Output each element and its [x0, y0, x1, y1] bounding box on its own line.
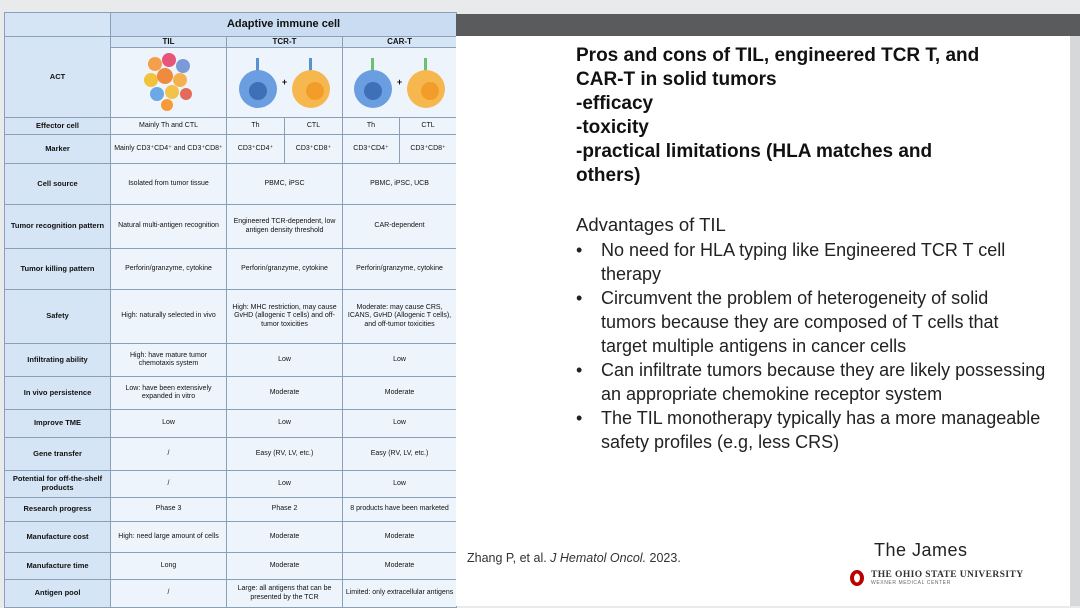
slide-content — [456, 36, 1070, 606]
heading-line: Pros and cons of TIL, engineered TCR T, and — [576, 45, 980, 66]
col-header-cart: CAR-T — [343, 37, 457, 48]
row-label-cost: Manufacture cost — [5, 522, 111, 553]
heading-line: -practical limitations (HLA matches and — [576, 141, 933, 162]
row-label-act: ACT — [5, 37, 111, 118]
row-label-infiltrating: Infiltrating ability — [5, 344, 111, 377]
bullet-text: No need for HLA typing like Engineered TCR T cell therapy — [601, 240, 1006, 284]
recognition-cart: CAR-dependent — [343, 205, 457, 249]
cart-cell-illustration — [343, 48, 457, 118]
tcr-ctl-cell-icon — [289, 56, 333, 110]
recognition-til: Natural multi-antigen recognition — [111, 205, 227, 249]
heading-line: others) — [576, 165, 641, 186]
time-til: Long — [111, 553, 227, 580]
row-label-gene: Gene transfer — [5, 438, 111, 471]
tme-til: Low — [111, 410, 227, 438]
offshelf-cart: Low — [343, 471, 457, 498]
row-label-tme: Improve TME — [5, 410, 111, 438]
effector-tcr-th: Th — [227, 118, 285, 135]
infiltrating-til: High: have mature tumor chemotaxis system — [111, 344, 227, 377]
marker-til: Mainly CD3⁺CD4⁺ and CD3⁺CD8⁺ — [111, 135, 227, 164]
killing-til: Perforin/granzyme, cytokine — [111, 249, 227, 290]
tcr-th-cell-icon — [236, 56, 280, 110]
col-header-til: TIL — [111, 37, 227, 48]
osu-logo-text — [871, 570, 1023, 586]
infiltrating-cart: Low — [343, 344, 457, 377]
source-tcrt: PBMC, iPSC — [227, 164, 343, 205]
cost-cart: Moderate — [343, 522, 457, 553]
bullet-icon: • — [576, 288, 583, 308]
time-tcrt: Moderate — [227, 553, 343, 580]
comparison-table-panel — [4, 12, 456, 606]
heading-line: -toxicity — [576, 117, 649, 138]
row-label-safety: Safety — [5, 290, 111, 344]
row-label-killing: Tumor killing pattern — [5, 249, 111, 290]
col-header-tcrt: TCR-T — [227, 37, 343, 48]
bullet-text: Circumvent the problem of heterogeneity of solid tumors because they are composed of T cells that target multiple antigens in cancer cells — [601, 288, 999, 356]
gene-til: / — [111, 438, 227, 471]
car-ctl-cell-icon — [404, 56, 448, 110]
list-item — [576, 286, 1046, 358]
row-label-recognition: Tumor recognition pattern — [5, 205, 111, 249]
citation — [467, 551, 681, 565]
comparison-table — [4, 12, 457, 608]
offshelf-til: / — [111, 471, 227, 498]
safety-til: High: naturally selected in vivo — [111, 290, 227, 344]
effector-car-ctl: CTL — [400, 118, 457, 135]
window-right-edge — [1070, 36, 1080, 606]
row-label-time: Manufacture time — [5, 553, 111, 580]
killing-tcrt: Perforin/granzyme, cytokine — [227, 249, 343, 290]
marker-car-ctl: CD3⁺CD8⁺ — [400, 135, 457, 164]
antigen-tcrt: Large: all antigens that can be presented by the TCR — [227, 580, 343, 608]
advantages-list — [576, 238, 1046, 454]
killing-cart: Perforin/granzyme, cytokine — [343, 249, 457, 290]
row-label-offshelf: Potential for off-the-shelf products — [5, 471, 111, 498]
osu-university-name: THE OHIO STATE UNIVERSITY — [871, 570, 1024, 580]
tcrt-cell-illustration — [227, 48, 343, 118]
effector-tcr-ctl: CTL — [285, 118, 343, 135]
progress-tcrt: Phase 2 — [227, 498, 343, 522]
advantages-title: Advantages of TIL — [576, 214, 726, 235]
effector-car-th: Th — [343, 118, 400, 135]
persistence-cart: Moderate — [343, 377, 457, 410]
heading-line: -efficacy — [576, 93, 654, 114]
citation-authors: Zhang P, et al. — [467, 551, 551, 565]
marker-car-th: CD3⁺CD4⁺ — [343, 135, 400, 164]
antigen-til: / — [111, 580, 227, 608]
slide-heading — [576, 44, 1046, 188]
effector-til: Mainly Th and CTL — [111, 118, 227, 135]
til-cell-illustration — [111, 48, 227, 118]
til-cluster-icon — [139, 50, 199, 112]
antigen-cart: Limited: only extracellular antigens — [343, 580, 457, 608]
safety-cart: Moderate: may cause CRS, ICANS, GvHD (Allogenic T cells), and off-tumor toxicities — [343, 290, 457, 344]
marker-tcr-ctl: CD3⁺CD8⁺ — [285, 135, 343, 164]
osu-logo — [849, 569, 1023, 587]
bullet-icon: • — [576, 240, 583, 260]
persistence-til: Low: have been extensively expanded in vitro — [111, 377, 227, 410]
heading-line: CAR-T in solid tumors — [576, 69, 777, 90]
time-cart: Moderate — [343, 553, 457, 580]
bullet-icon: • — [576, 408, 583, 428]
plus-icon: + — [281, 77, 288, 88]
source-cart: PBMC, iPSC, UCB — [343, 164, 457, 205]
row-label-antigen: Antigen pool — [5, 580, 111, 608]
bullet-text: The TIL monotherapy typically has a more manageable safety profiles (e.g, less CRS) — [601, 408, 1041, 452]
offshelf-tcrt: Low — [227, 471, 343, 498]
citation-journal: J Hematol Oncol. — [550, 551, 647, 565]
source-til: Isolated from tumor tissue — [111, 164, 227, 205]
citation-year: 2023. — [646, 551, 681, 565]
gene-tcrt: Easy (RV, LV, etc.) — [227, 438, 343, 471]
progress-til: Phase 3 — [111, 498, 227, 522]
tme-cart: Low — [343, 410, 457, 438]
infiltrating-tcrt: Low — [227, 344, 343, 377]
gene-cart: Easy (RV, LV, etc.) — [343, 438, 457, 471]
cost-tcrt: Moderate — [227, 522, 343, 553]
recognition-tcrt: Engineered TCR-dependent, low antigen density threshold — [227, 205, 343, 249]
row-label-marker: Marker — [5, 135, 111, 164]
car-th-cell-icon — [351, 56, 395, 110]
tme-tcrt: Low — [227, 410, 343, 438]
progress-cart: 8 products have been marketed — [343, 498, 457, 522]
osu-center-name: WEXNER MEDICAL CENTER — [871, 580, 951, 586]
bullet-text: Can infiltrate tumors because they are likely possessing an appropriate chemokine receptor system — [601, 360, 1046, 404]
table-title: Adaptive immune cell — [111, 13, 457, 37]
row-label-effector: Effector cell — [5, 118, 111, 135]
row-label-progress: Research progress — [5, 498, 111, 522]
james-logo-title: The James — [874, 540, 968, 560]
bullet-icon: • — [576, 360, 583, 380]
slide-top-bar — [456, 14, 1080, 36]
list-item — [576, 358, 1046, 406]
table-corner — [5, 13, 111, 37]
list-item — [576, 406, 1046, 454]
block-o-icon — [849, 569, 865, 587]
row-label-source: Cell source — [5, 164, 111, 205]
list-item — [576, 238, 1046, 286]
persistence-tcrt: Moderate — [227, 377, 343, 410]
cost-til: High: need large amount of cells — [111, 522, 227, 553]
row-label-persistence: In vivo persistence — [5, 377, 111, 410]
marker-tcr-th: CD3⁺CD4⁺ — [227, 135, 285, 164]
safety-tcrt: High: MHC restriction, may cause GvHD (allogenic T cells) and off-tumor toxicities — [227, 290, 343, 344]
plus-icon: + — [396, 77, 403, 88]
